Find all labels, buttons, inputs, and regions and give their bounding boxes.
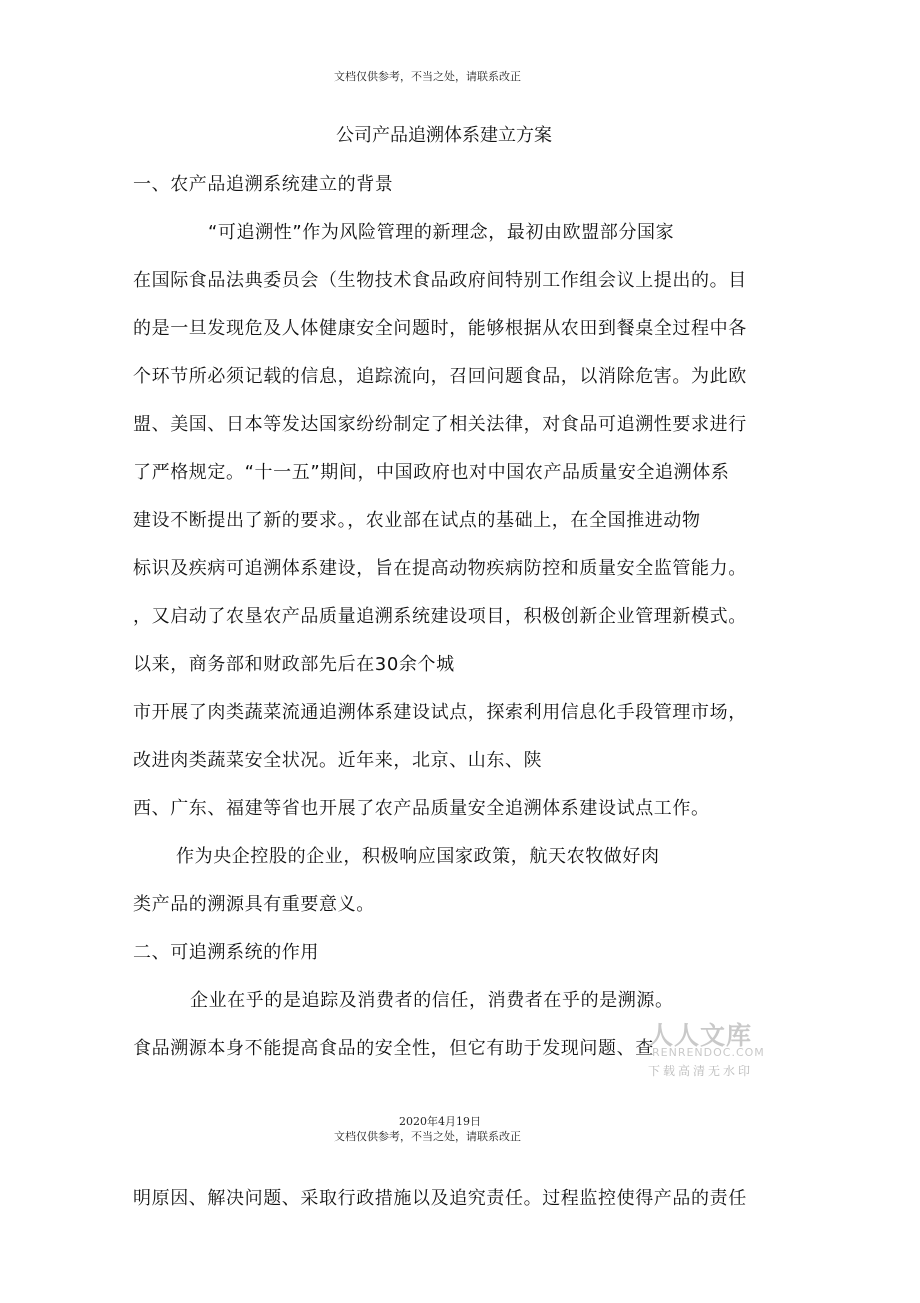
- paragraph-line: 类产品的溯源具有重要意义。: [133, 894, 375, 915]
- paragraph-line: 食品溯源本身不能提高食品的安全性，但它有助于发现问题、查: [133, 1038, 654, 1059]
- header-note: 文档仅供参考，不当之处，请联系改正: [334, 70, 521, 83]
- document-title: 公司产品追溯体系建立方案: [336, 125, 552, 146]
- paragraph-line: 了严格规定。“十一五”期间，中国政府也对中国农产品质量安全追溯体系: [133, 462, 730, 483]
- paragraph-line: 在国际食品法典委员会（生物技术食品政府间特别工作组会议上提出的。目: [133, 270, 747, 291]
- footer-note: 文档仅供参考，不当之处，请联系改正: [334, 1130, 521, 1143]
- paragraph-line: 作为央企控股的企业，积极响应国家政策，航天农牧做好肉: [176, 846, 660, 867]
- paragraph-line: 的是一旦发现危及人体健康安全问题时，能够根据从农田到餐桌全过程中各: [133, 318, 747, 339]
- paragraph-line: 企业在乎的是追踪及消费者的信任，消费者在乎的是溯源。: [190, 990, 674, 1011]
- paragraph-line: 以来，商务部和财政部先后在30余个城: [133, 654, 455, 675]
- paragraph-line: 建设不断提出了新的要求。，农业部在试点的基础上，在全国推进动物: [133, 510, 701, 531]
- section-heading-1: 一、农产品追溯系统建立的背景: [133, 174, 394, 195]
- paragraph-line: 西、广东、福建等省也开展了农产品质量安全追溯体系建设试点工作。: [133, 798, 710, 819]
- watermark: [636, 1016, 776, 1080]
- paragraph-line: 标识及疾病可追溯体系建设，旨在提高动物疾病防控和质量安全监管能力。: [133, 558, 747, 579]
- paragraph-line: 改进肉类蔬菜安全状况。近年来，北京、山东、陕: [133, 750, 543, 771]
- watermark-domain: RENRENDOC.COM: [652, 1046, 765, 1059]
- watermark-logo: 人人文库: [648, 1021, 753, 1050]
- paragraph-line: 明原因、解决问题、采取行政措施以及追究责任。过程监控使得产品的责任: [133, 1188, 747, 1209]
- paragraph-line: “可追溯性”作为风险管理的新理念，最初由欧盟部分国家: [208, 222, 675, 243]
- watermark-slogan: 下载高清无水印: [648, 1064, 754, 1078]
- paragraph-line: 盟、美国、日本等发达国家纷纷制定了相关法律，对食品可追溯性要求进行: [133, 414, 747, 435]
- footer-date: 2020年4月19日: [399, 1115, 481, 1128]
- paragraph-line: 市开展了肉类蔬菜流通追溯体系建设试点，探索利用信息化手段管理市场，: [133, 702, 747, 723]
- paragraph-line: 个环节所必须记载的信息，追踪流向，召回问题食品，以消除危害。为此欧: [133, 366, 747, 387]
- section-heading-2: 二、可追溯系统的作用: [133, 942, 319, 963]
- paragraph-line: ，又启动了农垦农产品质量追溯系统建设项目，积极创新企业管理新模式。: [133, 606, 747, 627]
